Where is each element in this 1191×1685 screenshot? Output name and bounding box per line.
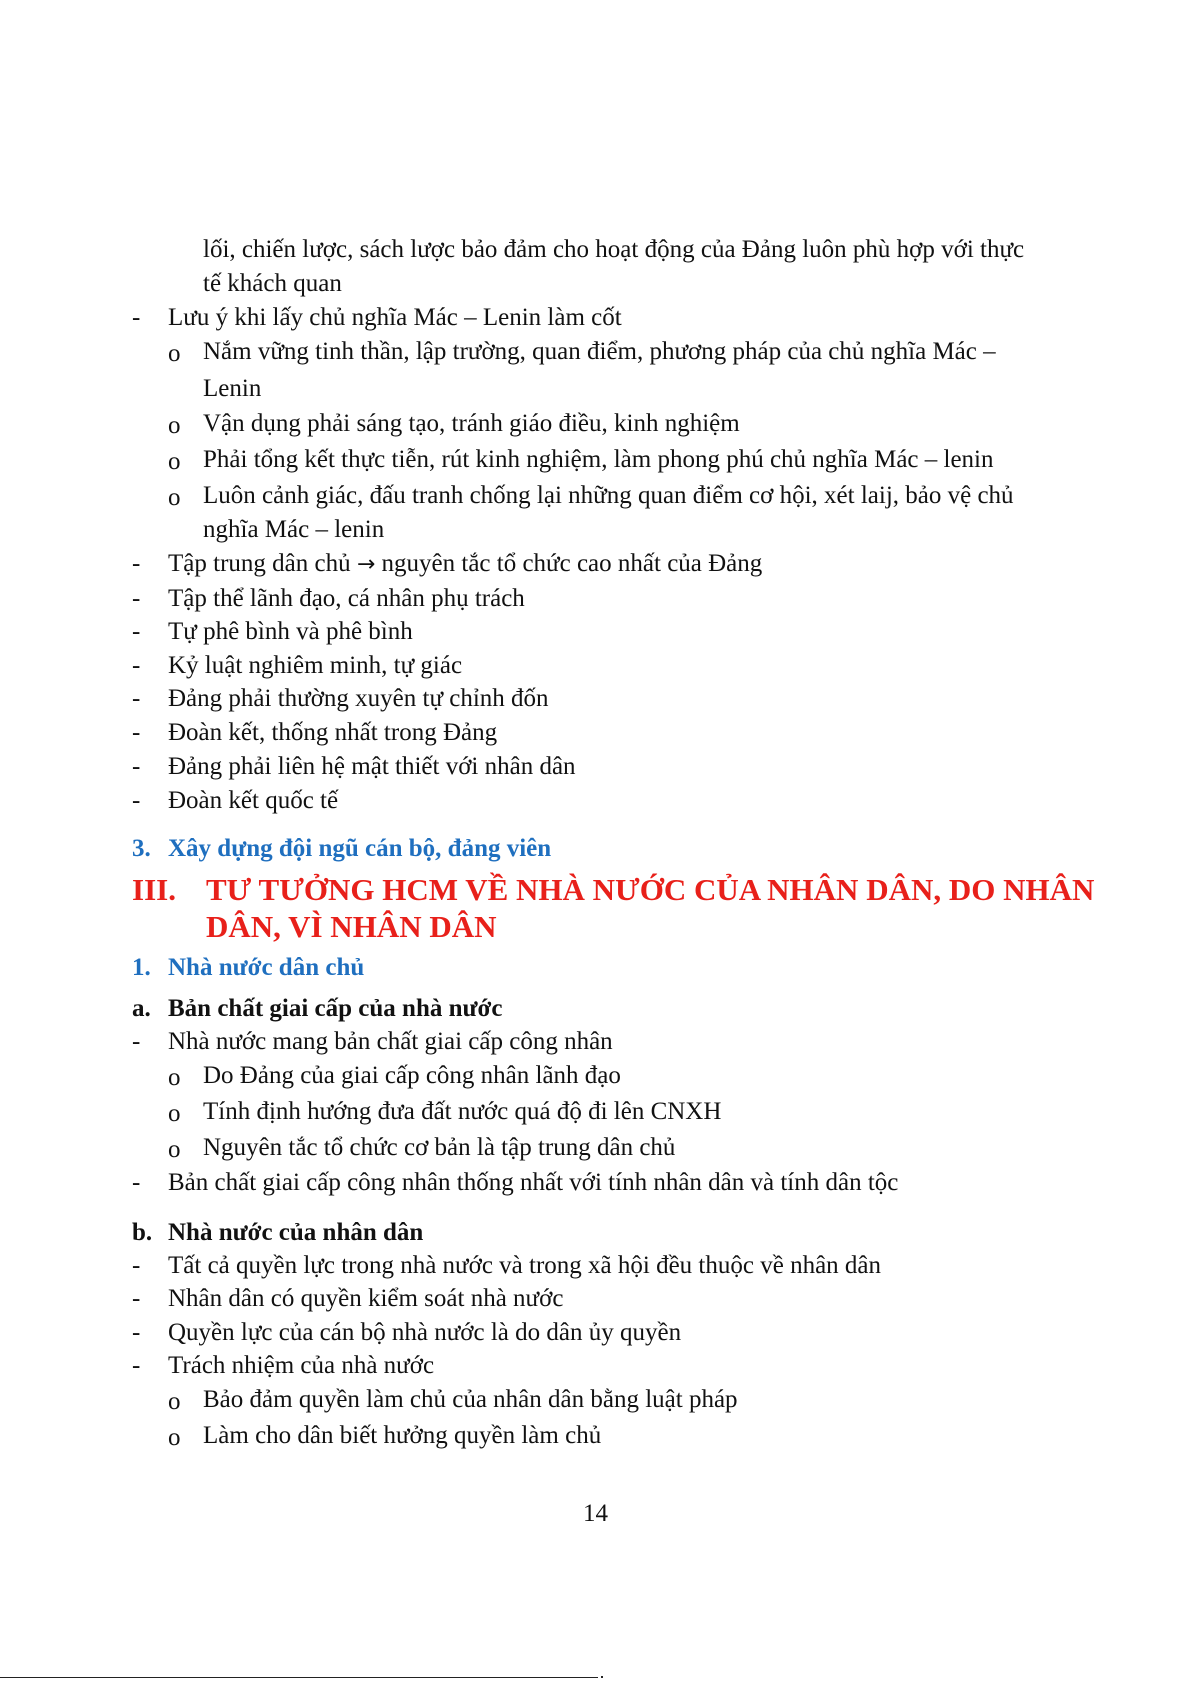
subsection-heading-a <box>132 994 503 1024</box>
dash-bullet: - <box>132 1352 141 1379</box>
sub-list-item: Làm cho dân biết hưởng quyền làm chủ <box>203 1422 602 1449</box>
dash-bullet: - <box>132 719 141 746</box>
right-arrow-icon: → <box>356 552 376 577</box>
list-item: Đoàn kết quốc tế <box>168 787 339 814</box>
list-item: Nhân dân có quyền kiểm soát nhà nước <box>168 1285 564 1312</box>
sub-list-item: Vận dụng phải sáng tạo, tránh giáo điều, kinh nghiệm <box>203 410 740 437</box>
list-item-text: nguyên tắc tổ chức cao nhất của Đảng <box>381 550 763 577</box>
heading-text: Xây dựng đội ngũ cán bộ, đảng viên <box>168 835 552 862</box>
sub-list-item: Nguyên tắc tổ chức cơ bản là tập trung dân chủ <box>203 1134 676 1161</box>
sub-list-item-cont: Lenin <box>203 375 262 402</box>
list-item: Tự phê bình và phê bình <box>168 618 413 645</box>
circle-bullet: o <box>168 412 181 439</box>
dash-bullet: - <box>132 787 141 814</box>
list-item: Quyền lực của cán bộ nhà nước là do dân ủy quyền <box>168 1319 682 1346</box>
chapter-heading-number: III. <box>132 872 176 907</box>
dash-bullet: - <box>132 618 141 645</box>
circle-bullet: o <box>168 340 181 367</box>
list-item: Bản chất giai cấp công nhân thống nhất với tính nhân dân và tính dân tộc <box>168 1169 899 1196</box>
list-item: Kỷ luật nghiêm minh, tự giác <box>168 652 463 679</box>
dash-bullet: - <box>132 304 141 331</box>
section-heading-3 <box>132 834 552 864</box>
list-item-text: Tập trung dân chủ <box>168 550 351 577</box>
dash-bullet: - <box>132 550 141 577</box>
dash-bullet: - <box>132 1252 141 1279</box>
paragraph-line: lối, chiến lược, sách lược bảo đảm cho hoạt động của Đảng luôn phù hợp với thực <box>203 236 1025 263</box>
list-item: Đảng phải thường xuyên tự chỉnh đốn <box>168 685 549 712</box>
circle-bullet: o <box>168 1064 181 1091</box>
list-item <box>168 549 762 580</box>
dash-bullet: - <box>132 685 141 712</box>
list-item: Lưu ý khi lấy chủ nghĩa Mác – Lenin làm cốt <box>168 304 622 331</box>
circle-bullet: o <box>168 448 181 475</box>
heading-number: a. <box>132 995 151 1022</box>
dash-bullet: - <box>132 1169 141 1196</box>
sub-list-item: Tính định hướng đưa đất nước quá độ đi lên CNXH <box>203 1098 722 1125</box>
footer-dot <box>601 1676 603 1678</box>
list-item: Trách nhiệm của nhà nước <box>168 1352 435 1379</box>
list-item: Tập thể lãnh đạo, cá nhân phụ trách <box>168 585 525 612</box>
heading-text: Bản chất giai cấp của nhà nước <box>168 995 503 1022</box>
chapter-heading-line: DÂN, VÌ NHÂN DÂN <box>206 909 497 944</box>
circle-bullet: o <box>168 1100 181 1127</box>
list-item: Đảng phải liên hệ mật thiết với nhân dân <box>168 753 576 780</box>
heading-text: Nhà nước của nhân dân <box>168 1219 424 1246</box>
paragraph-line: tế khách quan <box>203 270 342 297</box>
sub-list-item-cont: nghĩa Mác – lenin <box>203 516 385 543</box>
list-item: Nhà nước mang bản chất giai cấp công nhân <box>168 1028 613 1055</box>
page-number: 14 <box>583 1500 608 1527</box>
sub-list-item: Bảo đảm quyền làm chủ của nhân dân bằng luật pháp <box>203 1386 738 1413</box>
heading-number: 3. <box>132 835 151 862</box>
sub-list-item: Luôn cảnh giác, đấu tranh chống lại những quan điểm cơ hội, xét laij, bảo vệ chủ <box>203 482 1014 509</box>
circle-bullet: o <box>168 1136 181 1163</box>
chapter-heading-line: TƯ TƯỞNG HCM VỀ NHÀ NƯỚC CỦA NHÂN DÂN, DO NHÂN <box>206 872 1095 907</box>
list-item: Đoàn kết, thống nhất trong Đảng <box>168 719 498 746</box>
subsection-heading-b <box>132 1218 424 1248</box>
circle-bullet: o <box>168 484 181 511</box>
circle-bullet: o <box>168 1388 181 1415</box>
heading-number: 1. <box>132 954 151 981</box>
footer-rule <box>0 1677 598 1678</box>
sub-list-item: Do Đảng của giai cấp công nhân lãnh đạo <box>203 1062 621 1089</box>
dash-bullet: - <box>132 585 141 612</box>
sub-list-item: Phải tổng kết thực tiễn, rút kinh nghiệm, làm phong phú chủ nghĩa Mác – lenin <box>203 446 994 473</box>
list-item: Tất cả quyền lực trong nhà nước và trong xã hội đều thuộc về nhân dân <box>168 1252 882 1279</box>
dash-bullet: - <box>132 1285 141 1312</box>
dash-bullet: - <box>132 1319 141 1346</box>
heading-text: Nhà nước dân chủ <box>168 954 365 981</box>
heading-number: b. <box>132 1219 153 1246</box>
section-heading-1 <box>132 953 365 983</box>
dash-bullet: - <box>132 1028 141 1055</box>
dash-bullet: - <box>132 652 141 679</box>
sub-list-item: Nắm vững tinh thần, lập trường, quan điểm, phương pháp của chủ nghĩa Mác – <box>203 338 996 365</box>
circle-bullet: o <box>168 1424 181 1451</box>
dash-bullet: - <box>132 753 141 780</box>
